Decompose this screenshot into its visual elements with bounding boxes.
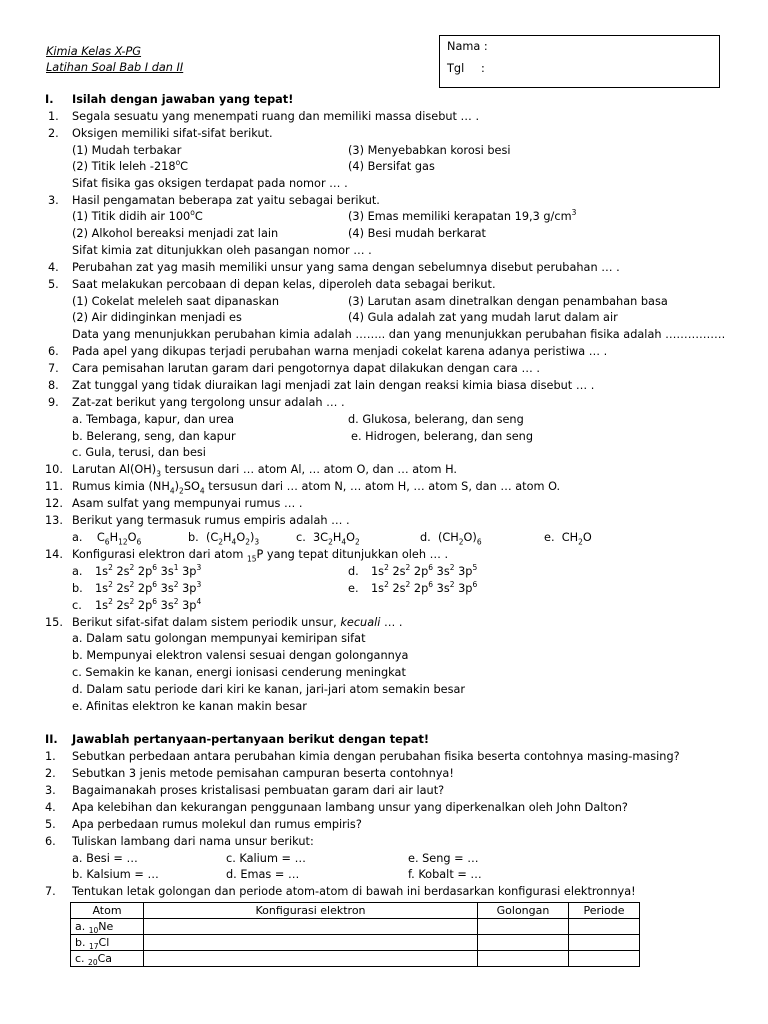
- q-option: c. $1s^2$ $2s^2$ $2p^6$ $3s^2$ $3p^4$: [72, 597, 202, 612]
- q-text: Sebutkan 3 jenis metode pemisahan campuran beserta contohnya!: [72, 767, 454, 780]
- q-option: e. Hidrogen, belerang, dan seng: [351, 430, 534, 443]
- nama-label: Nama :: [447, 40, 488, 53]
- part1-num: I.: [45, 93, 54, 106]
- q-stem: Data yang menunjukkan perubahan kimia adalah …….. dan yang menunjukkan perubahan fisika adalah …………….: [72, 328, 726, 341]
- q-num: 10.: [45, 463, 63, 476]
- q-text: Bagaimanakah proses kristalisasi pembuatan garam dari air laut?: [72, 784, 445, 797]
- q-text: Apa perbedaan rumus molekul dan rumus empiris?: [72, 818, 362, 831]
- part2-num: II.: [45, 733, 58, 746]
- q-num: 4.: [48, 261, 59, 274]
- q-option: (3) Emas memiliki kerapatan 19,3 $g/cm^3$: [348, 208, 577, 223]
- q-num: 5.: [45, 818, 56, 831]
- golongan-cell[interactable]: [478, 951, 569, 967]
- periode-cell[interactable]: [569, 935, 640, 951]
- header-course: Kimia Kelas X-PG: [46, 45, 142, 58]
- option-letter: d.: [348, 565, 359, 578]
- golongan-cell[interactable]: [478, 935, 569, 951]
- q-num: 11.: [45, 480, 63, 493]
- element-item: d. Emas = …: [226, 868, 300, 881]
- atom-cell: a. $_{10}$Ne: [71, 919, 144, 935]
- q-num: 2.: [48, 127, 59, 140]
- q-option: d. Dalam satu periode dari kiri ke kanan, jari-jari atom semakin besar: [72, 683, 466, 696]
- q-option: (4) Gula adalah zat yang mudah larut dalam air: [348, 311, 618, 324]
- q-option: (2) Air didinginkan menjadi es: [72, 311, 242, 324]
- q-option: (1) Mudah terbakar: [72, 144, 182, 157]
- q-option: e. $1s^2$ $2s^2$ $2p^6$ $3s^2$ $3p^6$: [348, 580, 478, 595]
- config-cell[interactable]: [144, 919, 478, 935]
- q-option: e. Afinitas elektron ke kanan makin besar: [72, 700, 307, 713]
- option-letter: b.: [72, 582, 83, 595]
- q-option: (4) Besi mudah berkarat: [348, 227, 486, 240]
- table-row: [71, 919, 640, 935]
- q-num: 6.: [48, 345, 59, 358]
- q-num: 8.: [48, 379, 59, 392]
- q-stem: Sifat fisika gas oksigen terdapat pada nomor … .: [72, 177, 348, 190]
- q-text: Sebutkan perbedaan antara perubahan kimia dengan perubahan fisika beserta contohnya masing-masing?: [72, 750, 680, 763]
- q-num: 9.: [48, 396, 59, 409]
- q-text: Asam sulfat yang mempunyai rumus … .: [72, 497, 303, 510]
- periode-cell[interactable]: [569, 919, 640, 935]
- q-text: Konfigurasi elektron dari atom $_{15}$P yang tepat ditunjukkan oleh … .: [72, 548, 449, 564]
- part2-title: Jawablah pertanyaan-pertanyaan berikut dengan tepat!: [72, 733, 430, 746]
- element-item: a. Besi = …: [72, 852, 138, 865]
- q-text: Cara pemisahan larutan garam dari pengotornya dapat dilakukan dengan cara … .: [72, 362, 540, 375]
- q-num: 4.: [45, 801, 56, 814]
- config-cell[interactable]: [144, 935, 478, 951]
- element-item: e. Seng = …: [408, 852, 479, 865]
- q-stem: Sifat kimia zat ditunjukkan oleh pasangan nomor … .: [72, 244, 372, 257]
- q-text: Oksigen memiliki sifat-sifat berikut.: [72, 127, 273, 140]
- q-num: 7.: [45, 885, 56, 898]
- table-header: Konfigurasi elektron: [144, 903, 478, 919]
- q-num: 13.: [45, 514, 63, 527]
- config-cell[interactable]: [144, 951, 478, 967]
- table-header: Periode: [569, 903, 640, 919]
- q-option: c. Gula, terusi, dan besi: [72, 446, 206, 459]
- element-item: f. Kobalt = …: [408, 868, 482, 881]
- q-option: (4) Bersifat gas: [348, 160, 435, 173]
- q-num: 6.: [45, 835, 56, 848]
- q-option: d. $(CH_2O)_6$: [420, 531, 482, 547]
- table-header: Atom: [71, 903, 144, 919]
- periode-cell[interactable]: [569, 951, 640, 967]
- q-option: a. $1s^2$ $2s^2$ $2p^6$ $3s^1$ $3p^3$: [72, 563, 202, 578]
- option-letter: e.: [348, 582, 359, 595]
- option-letter: a.: [72, 565, 83, 578]
- q-text: Zat-zat berikut yang tergolong unsur adalah … .: [72, 396, 345, 409]
- q-text: Tuliskan lambang dari nama unsur berikut:: [72, 835, 314, 848]
- q-text: Tentukan letak golongan dan periode atom-atom di bawah ini berdasarkan konfigurasi elektronnya!: [72, 885, 636, 898]
- q-text: Perubahan zat yag masih memiliki unsur yang sama dengan sebelumnya disebut perubahan … .: [72, 261, 620, 274]
- q-num: 7.: [48, 362, 59, 375]
- golongan-cell[interactable]: [478, 919, 569, 935]
- q-num: 12.: [45, 497, 63, 510]
- q-text: Segala sesuatu yang menempati ruang dan memiliki massa disebut … .: [72, 110, 480, 123]
- q-option: b. $(C_2H_4O_2)_3$: [188, 531, 260, 547]
- q-option: (1) Cokelat meleleh saat dipanaskan: [72, 295, 279, 308]
- q-option: c. $3C_2H_4O_2$: [296, 531, 360, 547]
- element-item: b. Kalsium = …: [72, 868, 159, 881]
- q-num: 5.: [48, 278, 59, 291]
- q-text: Hasil pengamatan beberapa zat yaitu sebagai berikut.: [72, 194, 380, 207]
- tgl-label: Tgl: [447, 62, 465, 75]
- q-text: Zat tunggal yang tidak diuraikan lagi menjadi zat lain dengan reaksi kimia biasa disebut … .: [72, 379, 595, 392]
- q-num: 1.: [45, 750, 56, 763]
- q-text: Saat melakukan percobaan di depan kelas, diperoleh data sebagai berikut.: [72, 278, 496, 291]
- q-option: b. Mempunyai elektron valensi sesuai dengan golongannya: [72, 649, 409, 662]
- q-option: b. $1s^2$ $2s^2$ $2p^6$ $3s^2$ $3p^3$: [72, 580, 202, 595]
- q-text: Pada apel yang dikupas terjadi perubahan warna menjadi cokelat karena adanya peristiwa … .: [72, 345, 608, 358]
- table-header: Golongan: [478, 903, 569, 919]
- q-text: Apa kelebihan dan kekurangan penggunaan lambang unsur yang diperkenalkan oleh John Dalton?: [72, 801, 628, 814]
- table-header-row: [71, 903, 640, 919]
- element-item: c. Kalium = …: [226, 852, 306, 865]
- q-option: (2) Titik leleh -218$^o$C: [72, 158, 189, 173]
- q-option: (3) Menyebabkan korosi besi: [348, 144, 511, 157]
- q-num: 15.: [45, 616, 63, 629]
- tgl-colon: :: [481, 62, 485, 75]
- q-num: 3.: [48, 194, 59, 207]
- q-option: (2) Alkohol bereaksi menjadi zat lain: [72, 227, 279, 240]
- atom-cell: b. $_{17}$Cl: [71, 935, 144, 951]
- atom-cell: c. $_{20}$Ca: [71, 951, 144, 967]
- option-letter: c.: [72, 599, 82, 612]
- q-text: Rumus kimia $(NH_4)_2SO_4$ tersusun dari … atom N, … atom H, … atom S, dan … atom O.: [72, 480, 561, 496]
- q-option: (3) Larutan asam dinetralkan dengan penambahan basa: [348, 295, 668, 308]
- header-subtitle: Latihan Soal Bab I dan II: [46, 61, 184, 74]
- q-option: d. $1s^2$ $2s^2$ $2p^6$ $3s^2$ $3p^5$: [348, 563, 478, 578]
- q-option: a. $C_6H_{12}O_6$: [72, 531, 142, 547]
- q-num: 14.: [45, 548, 63, 561]
- q-option: (1) Titik didih air 100$^o$C: [72, 208, 203, 223]
- part1-title: Isilah dengan jawaban yang tepat!: [72, 93, 294, 106]
- q-num: 3.: [45, 784, 56, 797]
- q-text: Larutan $Al(OH)_3$ tersusun dari … atom Al, … atom O, dan … atom H.: [72, 463, 458, 479]
- q-num: 1.: [48, 110, 59, 123]
- q-option: b. Belerang, seng, dan kapur: [72, 430, 236, 443]
- q-text: Berikut yang termasuk rumus empiris adalah … .: [72, 514, 350, 527]
- q-option: e. $CH_2O$: [544, 531, 592, 547]
- q-option: c. Semakin ke kanan, energi ionisasi cenderung meningkat: [72, 666, 406, 679]
- q-num: 2.: [45, 767, 56, 780]
- q-option: d. Glukosa, belerang, dan seng: [348, 413, 524, 426]
- table-row: [71, 935, 640, 951]
- q-text: Berikut sifat-sifat dalam sistem periodik unsur, kecuali … .: [72, 616, 403, 629]
- table-row: [71, 951, 640, 967]
- atom-table: [70, 902, 640, 967]
- q-option: a. Dalam satu golongan mempunyai kemiripan sifat: [72, 632, 366, 645]
- q-option: a. Tembaga, kapur, dan urea: [72, 413, 235, 426]
